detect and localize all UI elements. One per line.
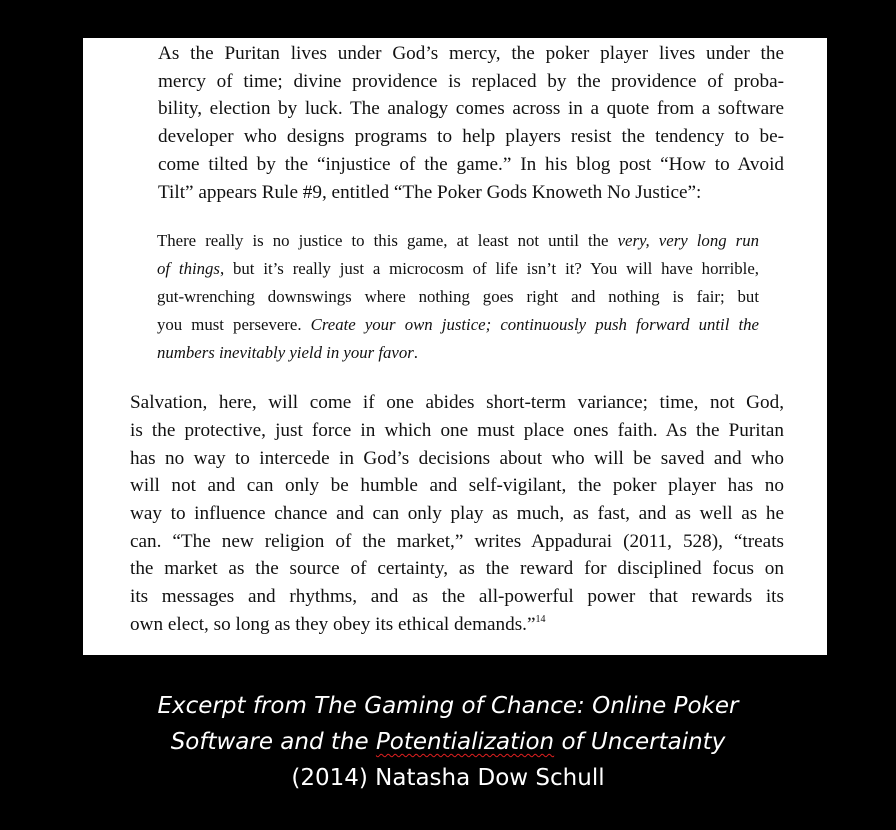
quote-line (157, 311, 759, 339)
spellcheck-flagged-word: Potentialization (375, 729, 555, 755)
caption-title-part: Excerpt from The Gaming of Chance: Online Poker (157, 693, 739, 719)
caption-title-part: of Uncertainty (554, 729, 726, 755)
text-line: bility, election by luck. The analogy comes across in a quote from a software (158, 98, 784, 120)
footnote-marker: 14 (535, 613, 546, 625)
quote-emphasis: numbers inevitably yield in your favor (157, 343, 414, 363)
quote-line (157, 227, 759, 255)
quote-line (157, 283, 759, 311)
quote-emphasis: very, very long run (617, 231, 759, 251)
quote-emphasis: Create your own justice; continuously push forward until the (310, 315, 760, 335)
text-line: can. “The new religion of the market,” writes Appadurai (2011, 528), “treats (130, 530, 784, 552)
text-line: come tilted by the “injustice of the game.” In his blog post “How to Avoid (158, 153, 784, 175)
text-line: the market as the source of certainty, as the reward for disciplined focus on (130, 558, 784, 580)
text-line: will not and can only be humble and self-vigilant, the poker player has no (130, 475, 784, 497)
text-line: As the Puritan lives under God’s mercy, the poker player lives under the (158, 43, 784, 64)
quote-line (157, 255, 759, 283)
text-line (130, 611, 784, 639)
text-line: has no way to intercede in God’s decisions about who will be saved and who (130, 447, 784, 469)
quote-text: you must persevere. (157, 315, 311, 335)
paragraph-1 (130, 40, 784, 206)
text-line: way to influence chance and can only play as much, as fast, and as well as he (130, 503, 784, 525)
paragraph-2 (130, 389, 784, 638)
excerpt-page (83, 38, 827, 655)
caption-line-3: (2014) Natasha Dow Schull (291, 765, 605, 791)
quote-text: , but it’s really just a microcosm of life isn’t it? You will have horrible, (219, 259, 759, 279)
text-line: mercy of time; divine providence is replaced by the providence of proba- (158, 70, 784, 92)
text-line: its messages and rhythms, and as the all-powerful power that rewards its (130, 586, 784, 608)
quote-text: . (413, 343, 418, 363)
text-line: Tilt” appears Rule #9, entitled “The Poker Gods Knoweth No Justice”: (158, 181, 702, 203)
text-line: is the protective, just force in which one must place ones faith. As the Puritan (130, 419, 784, 441)
quote-text: There really is no justice to this game, at least not until the (157, 231, 618, 251)
text-line: developer who designs programs to help players resist the tendency to be- (158, 126, 784, 148)
caption-line-1 (0, 688, 896, 724)
quote-emphasis: of things (157, 259, 220, 279)
image-caption (0, 688, 896, 796)
caption-title-part: Software and the (170, 729, 376, 755)
text-line: Salvation, here, will come if one abides short-term variance; time, not God, (130, 392, 784, 414)
quote-text: gut-wrenching downswings where nothing goes right and nothing is fair; but (157, 287, 759, 307)
quote-line (157, 339, 759, 367)
caption-line-2 (0, 724, 896, 760)
block-quote (157, 227, 759, 367)
text-line-content: own elect, so long as they obey its ethical demands.” (130, 613, 536, 635)
